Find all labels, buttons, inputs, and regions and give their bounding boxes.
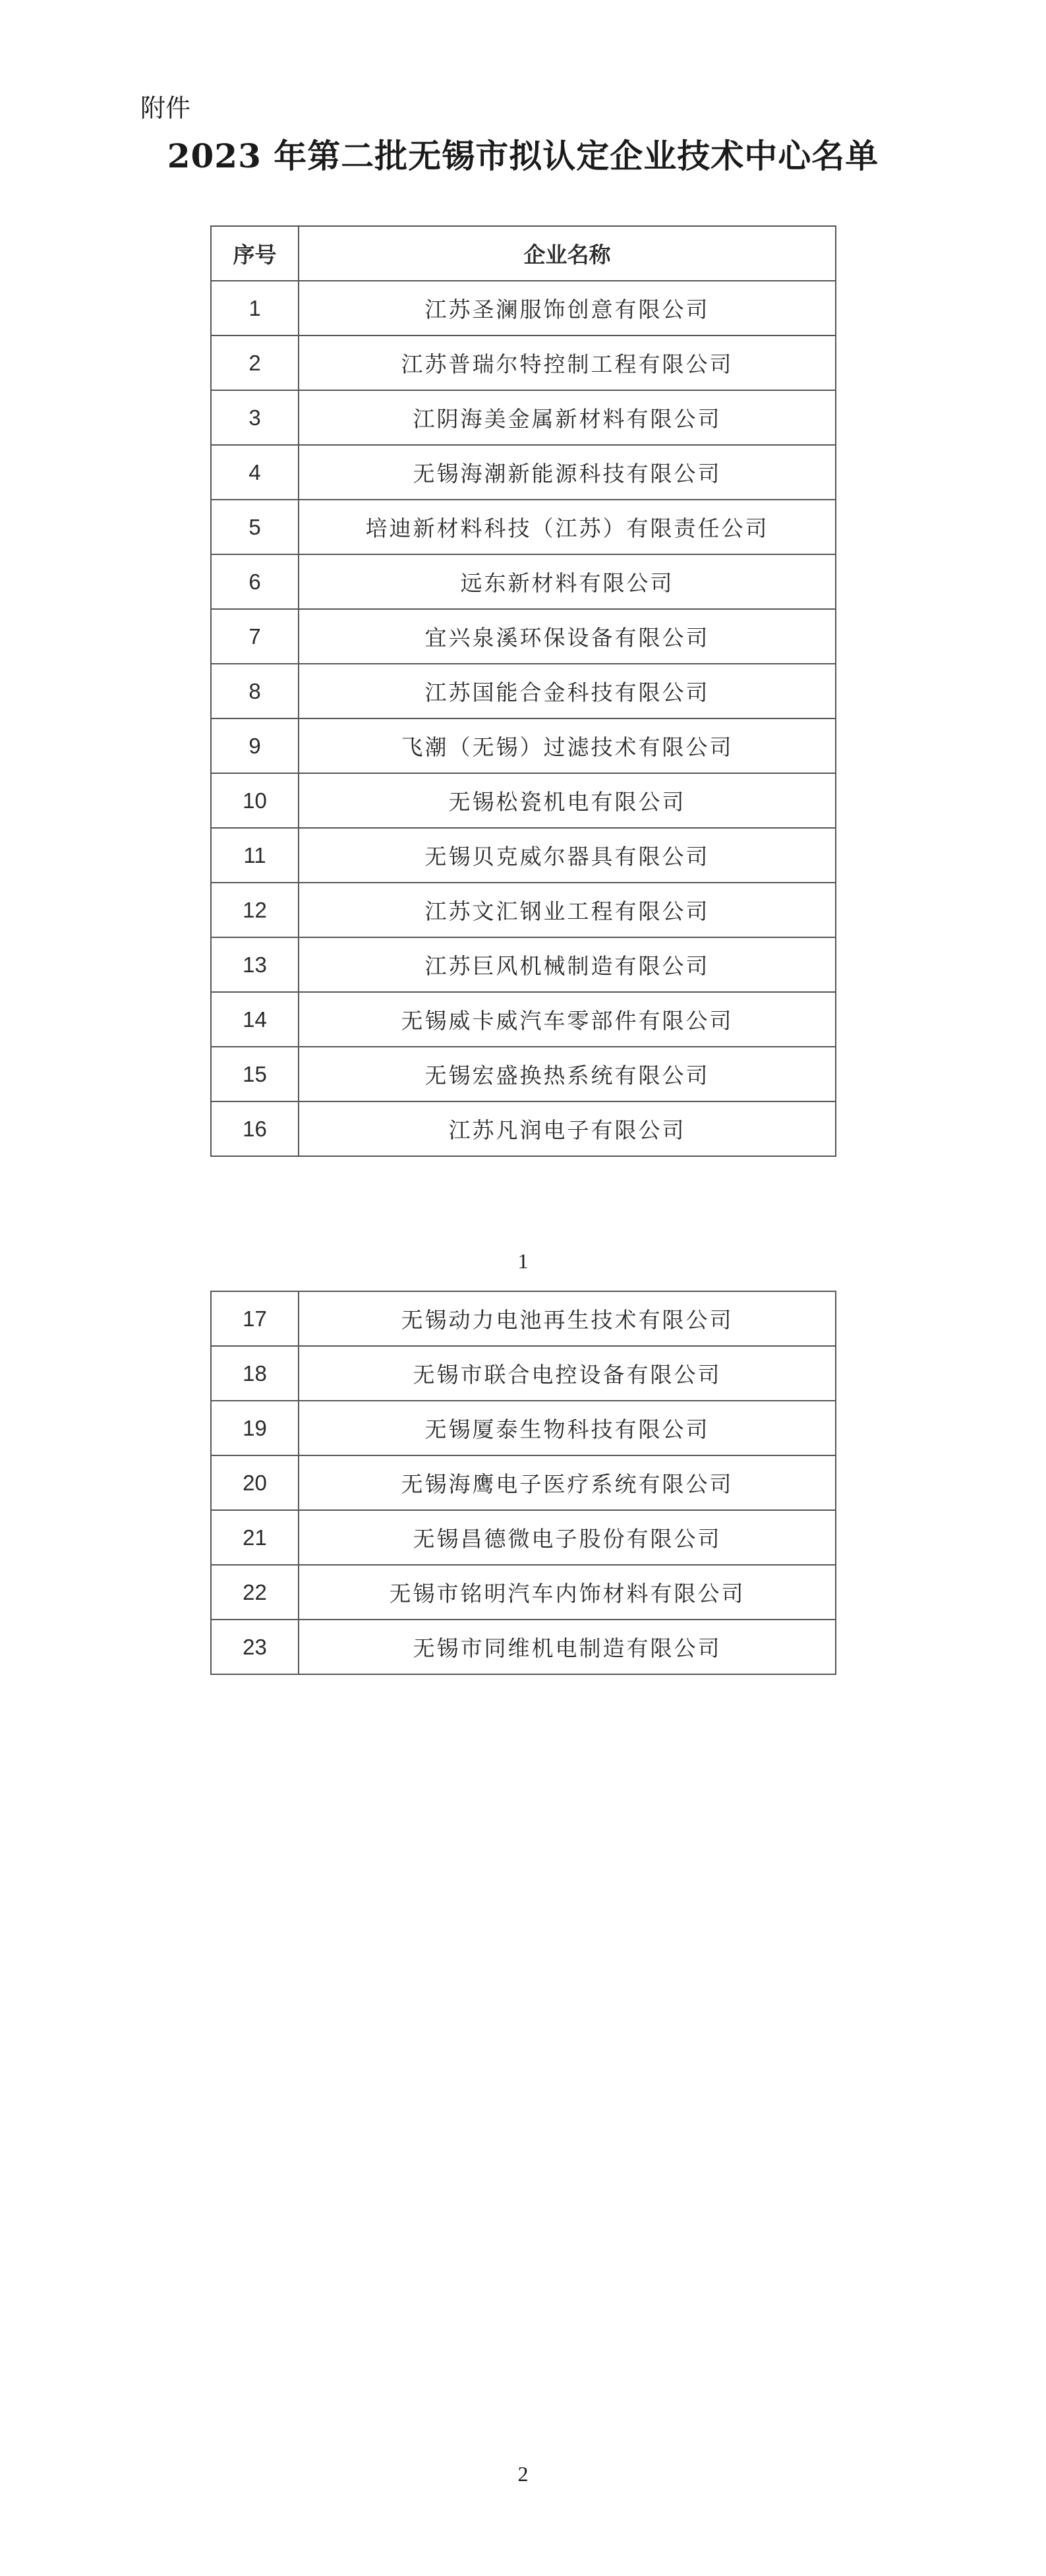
row-number-cell: 15 xyxy=(211,1047,299,1101)
row-number-cell: 17 xyxy=(211,1291,299,1346)
row-number-cell: 1 xyxy=(211,281,299,336)
table-header-row xyxy=(211,226,836,281)
table-row xyxy=(211,718,836,773)
company-name-cell: 飞潮（无锡）过滤技术有限公司 xyxy=(299,718,836,773)
table-row xyxy=(211,445,836,500)
attachment-label: 附件 xyxy=(140,94,191,123)
row-number-cell: 19 xyxy=(211,1401,299,1455)
company-name-cell: 江苏圣澜服饰创意有限公司 xyxy=(299,281,836,336)
row-number-cell: 5 xyxy=(211,500,299,554)
row-number-cell: 13 xyxy=(211,937,299,992)
page-number: 2 xyxy=(517,2462,529,2486)
row-number-cell: 16 xyxy=(211,1101,299,1156)
company-name-cell: 无锡厦泰生物科技有限公司 xyxy=(299,1401,836,1455)
row-number-cell: 11 xyxy=(211,828,299,883)
company-name-cell: 江苏巨风机械制造有限公司 xyxy=(299,937,836,992)
table-row xyxy=(211,1291,836,1346)
table-row xyxy=(211,281,836,336)
table-row xyxy=(211,1620,836,1674)
company-list-table-page-1 xyxy=(210,225,836,1157)
company-name-cell: 江苏凡润电子有限公司 xyxy=(299,1101,836,1156)
row-number-cell: 21 xyxy=(211,1510,299,1565)
table-row xyxy=(211,773,836,828)
row-number-cell: 2 xyxy=(211,336,299,390)
page-number: 1 xyxy=(517,1249,529,1273)
table-row xyxy=(211,1455,836,1510)
row-number-cell: 10 xyxy=(211,773,299,828)
row-number-cell: 4 xyxy=(211,445,299,500)
company-name-cell: 江阴海美金属新材料有限公司 xyxy=(299,390,836,445)
row-number-cell: 14 xyxy=(211,992,299,1047)
column-header-number: 序号 xyxy=(211,226,299,281)
column-header-company-name: 企业名称 xyxy=(299,226,836,281)
row-number-cell: 23 xyxy=(211,1620,299,1674)
table-row xyxy=(211,992,836,1047)
company-name-cell: 远东新材料有限公司 xyxy=(299,554,836,609)
company-name-cell: 无锡市同维机电制造有限公司 xyxy=(299,1620,836,1674)
table-row xyxy=(211,937,836,992)
company-name-cell: 无锡海潮新能源科技有限公司 xyxy=(299,445,836,500)
table-row xyxy=(211,828,836,883)
table-row xyxy=(211,1565,836,1620)
table-row xyxy=(211,1346,836,1401)
table-row xyxy=(211,1101,836,1156)
company-list-table-page-2 xyxy=(210,1291,836,1675)
company-name-cell: 培迪新材料科技（江苏）有限责任公司 xyxy=(299,500,836,554)
table-row xyxy=(211,1401,836,1455)
row-number-cell: 8 xyxy=(211,664,299,718)
row-number-cell: 6 xyxy=(211,554,299,609)
table-row xyxy=(211,664,836,718)
company-name-cell: 无锡贝克威尔器具有限公司 xyxy=(299,828,836,883)
company-name-cell: 无锡市铭明汽车内饰材料有限公司 xyxy=(299,1565,836,1620)
row-number-cell: 3 xyxy=(211,390,299,445)
company-name-cell: 江苏普瑞尔特控制工程有限公司 xyxy=(299,336,836,390)
row-number-cell: 20 xyxy=(211,1455,299,1510)
company-name-cell: 无锡市联合电控设备有限公司 xyxy=(299,1346,836,1401)
company-name-cell: 无锡宏盛换热系统有限公司 xyxy=(299,1047,836,1101)
document-title: 2023 年第二批无锡市拟认定企业技术中心名单 xyxy=(167,136,879,175)
company-name-cell: 无锡松瓷机电有限公司 xyxy=(299,773,836,828)
company-name-cell: 宜兴泉溪环保设备有限公司 xyxy=(299,609,836,664)
table-row xyxy=(211,883,836,937)
table-row xyxy=(211,500,836,554)
company-name-cell: 江苏文汇钢业工程有限公司 xyxy=(299,883,836,937)
table-row xyxy=(211,1047,836,1101)
row-number-cell: 9 xyxy=(211,718,299,773)
table-row xyxy=(211,609,836,664)
table-row xyxy=(211,336,836,390)
company-name-cell: 无锡动力电池再生技术有限公司 xyxy=(299,1291,836,1346)
row-number-cell: 7 xyxy=(211,609,299,664)
row-number-cell: 12 xyxy=(211,883,299,937)
row-number-cell: 18 xyxy=(211,1346,299,1401)
company-name-cell: 无锡昌德微电子股份有限公司 xyxy=(299,1510,836,1565)
company-name-cell: 江苏国能合金科技有限公司 xyxy=(299,664,836,718)
company-name-cell: 无锡威卡威汽车零部件有限公司 xyxy=(299,992,836,1047)
table-row xyxy=(211,1510,836,1565)
company-name-cell: 无锡海鹰电子医疗系统有限公司 xyxy=(299,1455,836,1510)
table-row xyxy=(211,390,836,445)
row-number-cell: 22 xyxy=(211,1565,299,1620)
table-row xyxy=(211,554,836,609)
